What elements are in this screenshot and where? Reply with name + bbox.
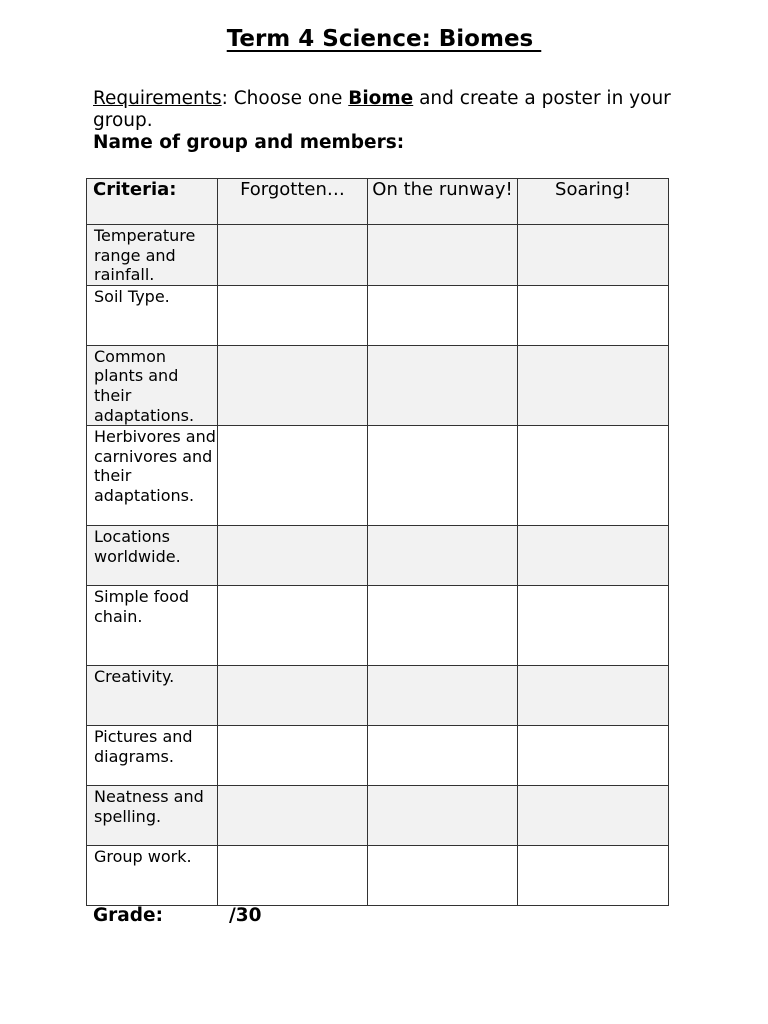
score-cell[interactable] bbox=[218, 285, 368, 345]
criterion-soil-type: Soil Type. bbox=[87, 285, 218, 345]
requirements-text-before: : Choose one bbox=[221, 88, 349, 109]
score-cell[interactable] bbox=[218, 786, 368, 846]
score-cell[interactable] bbox=[368, 846, 518, 906]
score-cell[interactable] bbox=[218, 345, 368, 425]
table-row bbox=[87, 345, 669, 425]
score-cell[interactable] bbox=[218, 846, 368, 906]
score-cell[interactable] bbox=[368, 726, 518, 786]
score-cell[interactable] bbox=[368, 426, 518, 526]
score-cell[interactable] bbox=[368, 666, 518, 726]
criterion-creativity: Creativity. bbox=[87, 666, 218, 726]
header-on-the-runway: On the runway! bbox=[368, 179, 518, 225]
page-title bbox=[0, 24, 768, 54]
criterion-food-chain: Simple food chain. bbox=[87, 586, 218, 666]
score-cell[interactable] bbox=[368, 526, 518, 586]
criterion-neatness-spelling: Neatness and spelling. bbox=[87, 786, 218, 846]
requirements-label: Requirements bbox=[93, 88, 222, 109]
score-cell[interactable] bbox=[518, 586, 669, 666]
score-cell[interactable] bbox=[518, 426, 669, 526]
score-cell[interactable] bbox=[368, 786, 518, 846]
criterion-locations: Locations worldwide. bbox=[87, 526, 218, 586]
score-cell[interactable] bbox=[218, 586, 368, 666]
score-cell[interactable] bbox=[218, 526, 368, 586]
table-row bbox=[87, 786, 669, 846]
score-cell[interactable] bbox=[518, 726, 669, 786]
criterion-common-plants: Common plants and their adaptations. bbox=[87, 345, 218, 425]
score-cell[interactable] bbox=[368, 586, 518, 666]
header-soaring: Soaring! bbox=[518, 179, 669, 225]
table-row bbox=[87, 426, 669, 526]
table-row bbox=[87, 526, 669, 586]
criterion-group-work: Group work. bbox=[87, 846, 218, 906]
biome-word: Biome bbox=[348, 88, 414, 109]
page-title-text: Term 4 Science: Biomes bbox=[226, 26, 542, 52]
score-cell[interactable] bbox=[518, 666, 669, 726]
score-cell[interactable] bbox=[518, 526, 669, 586]
table-row bbox=[87, 586, 669, 666]
table-row bbox=[87, 726, 669, 786]
score-cell[interactable] bbox=[518, 786, 669, 846]
score-cell[interactable] bbox=[518, 225, 669, 286]
criterion-herbivores-carnivores: Herbivores and carnivores and their adaptations. bbox=[87, 426, 218, 526]
table-row bbox=[87, 285, 669, 345]
score-cell[interactable] bbox=[368, 225, 518, 286]
grade-line bbox=[93, 904, 262, 928]
header-criteria: Criteria: bbox=[87, 179, 218, 225]
requirements-paragraph bbox=[93, 88, 693, 132]
score-cell[interactable] bbox=[518, 846, 669, 906]
score-cell[interactable] bbox=[518, 285, 669, 345]
score-cell[interactable] bbox=[518, 345, 669, 425]
grade-label: Grade: bbox=[93, 905, 163, 926]
header-forgotten: Forgotten… bbox=[218, 179, 368, 225]
score-cell[interactable] bbox=[218, 666, 368, 726]
table-row bbox=[87, 846, 669, 906]
table-row bbox=[87, 225, 669, 286]
group-label: Name of group and members: bbox=[93, 132, 405, 153]
criterion-temperature: Temperature range and rainfall. bbox=[87, 225, 218, 286]
score-cell[interactable] bbox=[218, 426, 368, 526]
grade-score: /30 bbox=[229, 905, 262, 926]
rubric-table bbox=[86, 178, 669, 906]
table-row bbox=[87, 666, 669, 726]
score-cell[interactable] bbox=[368, 345, 518, 425]
score-cell[interactable] bbox=[368, 285, 518, 345]
criterion-pictures-diagrams: Pictures and diagrams. bbox=[87, 726, 218, 786]
table-header-row bbox=[87, 179, 669, 225]
score-cell[interactable] bbox=[218, 225, 368, 286]
requirements-text-after: and create a poster in your group. bbox=[93, 88, 671, 131]
score-cell[interactable] bbox=[218, 726, 368, 786]
